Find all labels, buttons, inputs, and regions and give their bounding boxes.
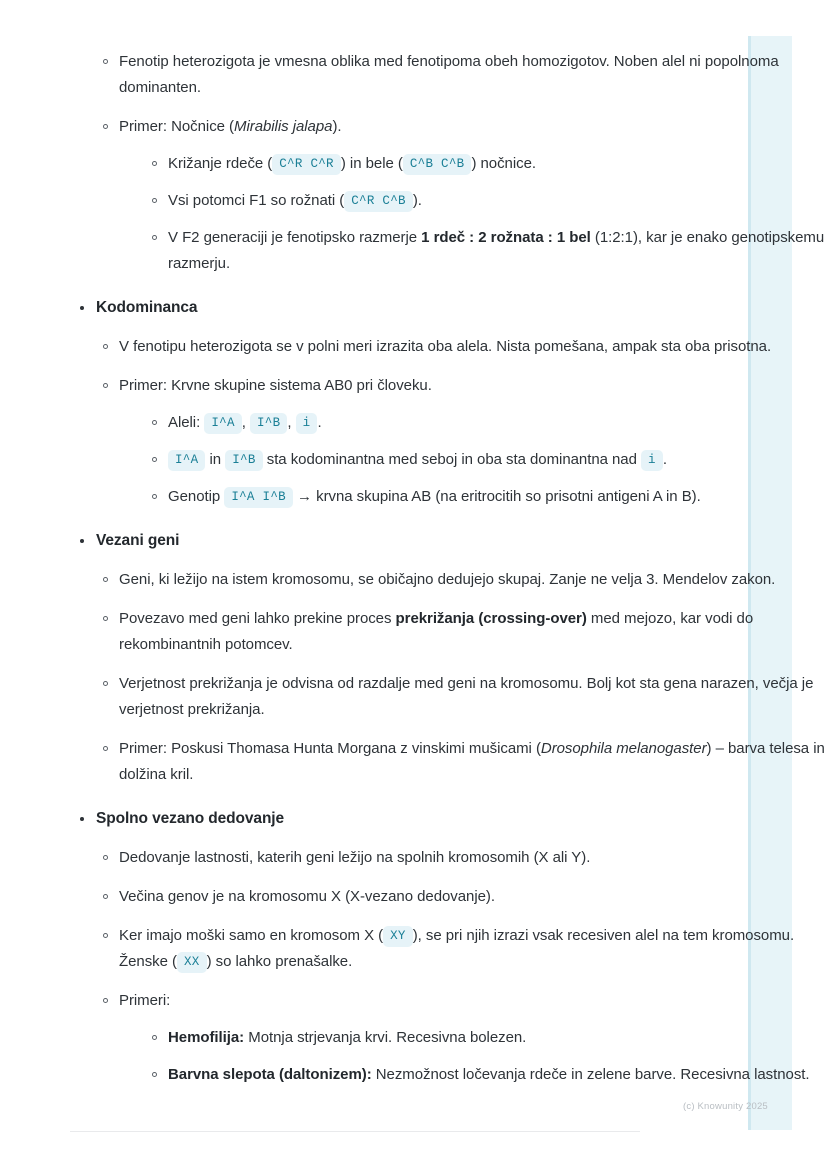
- text-run: Aleli:: [168, 414, 205, 431]
- circle-bullet-icon: [152, 420, 157, 425]
- code-chip: I^A I^B: [224, 487, 293, 508]
- code-chip: XX: [177, 952, 207, 973]
- circle-bullet-icon: [152, 457, 157, 462]
- list-item-text: [119, 675, 813, 718]
- list-item-text: [168, 1029, 526, 1046]
- list-item-codominant-pair: [145, 447, 828, 473]
- list-item-codominance-example: [96, 373, 828, 510]
- code-chip: i: [641, 450, 663, 471]
- page-bottom-divider: [70, 1131, 640, 1132]
- list-item-color-blindness: [145, 1062, 828, 1088]
- code-chip: i: [296, 413, 318, 434]
- text-run: ).: [412, 192, 422, 209]
- disc-bullet-icon: [80, 306, 84, 310]
- text-run: Dedovanje lastnosti, katerih geni ležijo na spolnih kromosomih (X ali Y).: [119, 849, 591, 866]
- arrow-icon: →: [292, 488, 312, 505]
- list-item-text: [119, 610, 753, 653]
- content-block-spolno-vezano-dedovanje: [0, 806, 828, 1088]
- code-chip: C^B C^B: [403, 154, 472, 175]
- section-heading-text: Kodominanca: [96, 299, 198, 316]
- text-run: Povezavo med geni lahko prekine proces: [119, 610, 396, 627]
- second-level-list: [96, 845, 828, 1088]
- list-item-text: [168, 229, 824, 272]
- circle-bullet-icon: [103, 998, 108, 1003]
- top-level-list: [0, 806, 828, 832]
- section-heading-kodominanca: [0, 295, 828, 321]
- second-level-list: [96, 49, 828, 277]
- nested-list: [145, 410, 828, 510]
- text-run: ).: [332, 118, 342, 135]
- text-run: Križanje rdeče (: [168, 155, 273, 172]
- text-run: ) so lahko prenašalke.: [206, 953, 353, 970]
- list-item-text: [168, 1066, 810, 1083]
- list-item-text: [119, 118, 342, 135]
- text-run: Primer: Krvne skupine sistema AB0 pri človeku.: [119, 377, 432, 394]
- text-run: Ker imajo moški samo en kromosom X (: [119, 927, 384, 944]
- text-run: ) nočnice.: [471, 155, 536, 172]
- text-run: Verjetnost prekrižanja je odvisna od razdalje med geni na kromosomu. Bolj kot sta gena narazen, večja je verjetnost prekrižanja.: [119, 675, 814, 718]
- list-item-text: [119, 571, 775, 588]
- text-run: .: [317, 414, 322, 431]
- list-item-text: [168, 155, 536, 172]
- top-level-list: [0, 528, 828, 554]
- emphasis-italic: Drosophila melanogaster: [540, 740, 707, 757]
- text-run: Genotip: [168, 488, 225, 505]
- text-run: Večina genov je na kromosomu X (X-vezano dedovanje).: [119, 888, 495, 905]
- text-run: Motnja strjevanja krvi. Recesivna bolezen.: [244, 1029, 527, 1046]
- list-item-hemophilia: [145, 1025, 828, 1051]
- code-chip: C^R C^B: [344, 191, 413, 212]
- circle-bullet-icon: [103, 59, 108, 64]
- circle-bullet-icon: [152, 161, 157, 166]
- code-chip: I^B: [225, 450, 262, 471]
- circle-bullet-icon: [103, 933, 108, 938]
- list-item-genotype-ab: [145, 484, 828, 510]
- text-run: V F2 generaciji je fenotipsko razmerje: [168, 229, 422, 246]
- content-block-continuation: [0, 49, 828, 277]
- list-item-text: [119, 849, 590, 866]
- circle-bullet-icon: [103, 746, 108, 751]
- list-item-male-single-x: [96, 923, 828, 975]
- text-run: V fenotipu heterozigota se v polni meri izrazita oba alela. Nista pomešana, ampak sta oba prisotna.: [119, 338, 772, 355]
- top-level-list: [0, 295, 828, 321]
- list-item-text: [168, 451, 667, 468]
- list-item-incomplete-dominance-example: [96, 114, 828, 277]
- circle-bullet-icon: [103, 894, 108, 899]
- nested-list: [145, 151, 828, 277]
- circle-bullet-icon: [103, 616, 108, 621]
- emphasis-bold: 1 rdeč : 2 rožnata : 1 bel: [421, 229, 591, 246]
- list-item-text: [119, 992, 170, 1009]
- second-level-list: [96, 567, 828, 788]
- circle-bullet-icon: [103, 681, 108, 686]
- list-item-f2-ratio: [145, 225, 828, 277]
- list-item-incomplete-dominance-def: [96, 49, 828, 101]
- list-item-text: [119, 338, 771, 355]
- second-level-list: [96, 334, 828, 510]
- text-run: krvna skupina AB (na eritrocitih so prisotni antigeni A in B).: [312, 488, 701, 505]
- list-item-crossing-over: [96, 606, 828, 658]
- text-run: Primeri:: [119, 992, 171, 1009]
- code-chip: I^B: [250, 413, 287, 434]
- list-item-alleles-list: [145, 410, 828, 436]
- list-item-codominance-def: [96, 334, 828, 360]
- code-chip: I^A: [168, 450, 205, 471]
- section-heading-text: Spolno vezano dedovanje: [96, 810, 285, 827]
- list-item-most-genes-x: [96, 884, 828, 910]
- code-chip: XY: [383, 926, 413, 947]
- text-run: in: [205, 451, 226, 468]
- emphasis-bold: Barvna slepota (daltonizem):: [168, 1066, 372, 1083]
- list-item-text: [119, 888, 495, 905]
- section-heading-text: Vezani geni: [96, 532, 180, 549]
- content-block-kodominanca: [0, 295, 828, 510]
- circle-bullet-icon: [103, 383, 108, 388]
- text-run: med mejozo, kar vodi do rekombinantnih potomcev.: [119, 610, 754, 653]
- circle-bullet-icon: [152, 1035, 157, 1040]
- circle-bullet-icon: [152, 235, 157, 240]
- code-chip: I^A: [204, 413, 241, 434]
- list-item-f1-pink: [145, 188, 828, 214]
- list-item-linked-genes-def: [96, 567, 828, 593]
- circle-bullet-icon: [103, 124, 108, 129]
- text-run: ), se pri njih izrazi vsak recesiven alel na tem kromosomu. Ženske (: [119, 927, 795, 970]
- text-run: ,: [241, 414, 250, 431]
- list-item-text: [119, 740, 825, 783]
- emphasis-bold: Hemofilija:: [168, 1029, 245, 1046]
- list-item-text: [119, 377, 432, 394]
- list-item-examples: [96, 988, 828, 1088]
- list-item-morgan-example: [96, 736, 828, 788]
- text-run: (1:2:1), kar je enako genotipskemu razmerju.: [168, 229, 825, 272]
- text-run: ,: [287, 414, 296, 431]
- list-item-text: [119, 53, 779, 96]
- disc-bullet-icon: [80, 539, 84, 543]
- text-run: Vsi potomci F1 so rožnati (: [168, 192, 345, 209]
- list-item-crossing-over-probability: [96, 671, 828, 723]
- list-item-text: [168, 414, 322, 431]
- disc-bullet-icon: [80, 817, 84, 821]
- circle-bullet-icon: [152, 198, 157, 203]
- text-run: ) in bele (: [340, 155, 403, 172]
- list-item-text: [168, 488, 701, 505]
- section-heading-vezani-geni: [0, 528, 828, 554]
- text-run: sta kodominantna med seboj in oba sta dominantna nad: [262, 451, 642, 468]
- circle-bullet-icon: [152, 1072, 157, 1077]
- list-item-sex-linked-def: [96, 845, 828, 871]
- circle-bullet-icon: [103, 344, 108, 349]
- circle-bullet-icon: [103, 855, 108, 860]
- text-run: Fenotip heterozigota je vmesna oblika med fenotipoma obeh homozigotov. Noben alel ni popolnoma dominanten.: [119, 53, 779, 96]
- section-heading-spolno-vezano-dedovanje: [0, 806, 828, 832]
- content-block-vezani-geni: [0, 528, 828, 788]
- text-run: .: [662, 451, 667, 468]
- circle-bullet-icon: [152, 494, 157, 499]
- text-run: Geni, ki ležijo na istem kromosomu, se običajno dedujejo skupaj. Zanje ne velja 3. Mendelov zakon.: [119, 571, 776, 588]
- code-chip: C^R C^R: [272, 154, 341, 175]
- text-run: Primer: Nočnice (: [119, 118, 235, 135]
- nested-list: [145, 1025, 828, 1088]
- text-run: Nezmožnost ločevanja rdeče in zelene barve. Recesivna lastnost.: [371, 1066, 810, 1083]
- list-item-text: [168, 192, 422, 209]
- watermark-label: (c) Knowunity 2025: [683, 1101, 768, 1112]
- circle-bullet-icon: [103, 577, 108, 582]
- list-item-text: [119, 927, 794, 970]
- text-run: ) – barva telesa in dolžina kril.: [119, 740, 825, 783]
- list-item-cross-red-white: [145, 151, 828, 177]
- emphasis-bold: prekrižanja (crossing-over): [395, 610, 587, 627]
- emphasis-italic: Mirabilis jalapa: [234, 118, 333, 135]
- text-run: Primer: Poskusi Thomasa Hunta Morgana z vinskimi mušicami (: [119, 740, 541, 757]
